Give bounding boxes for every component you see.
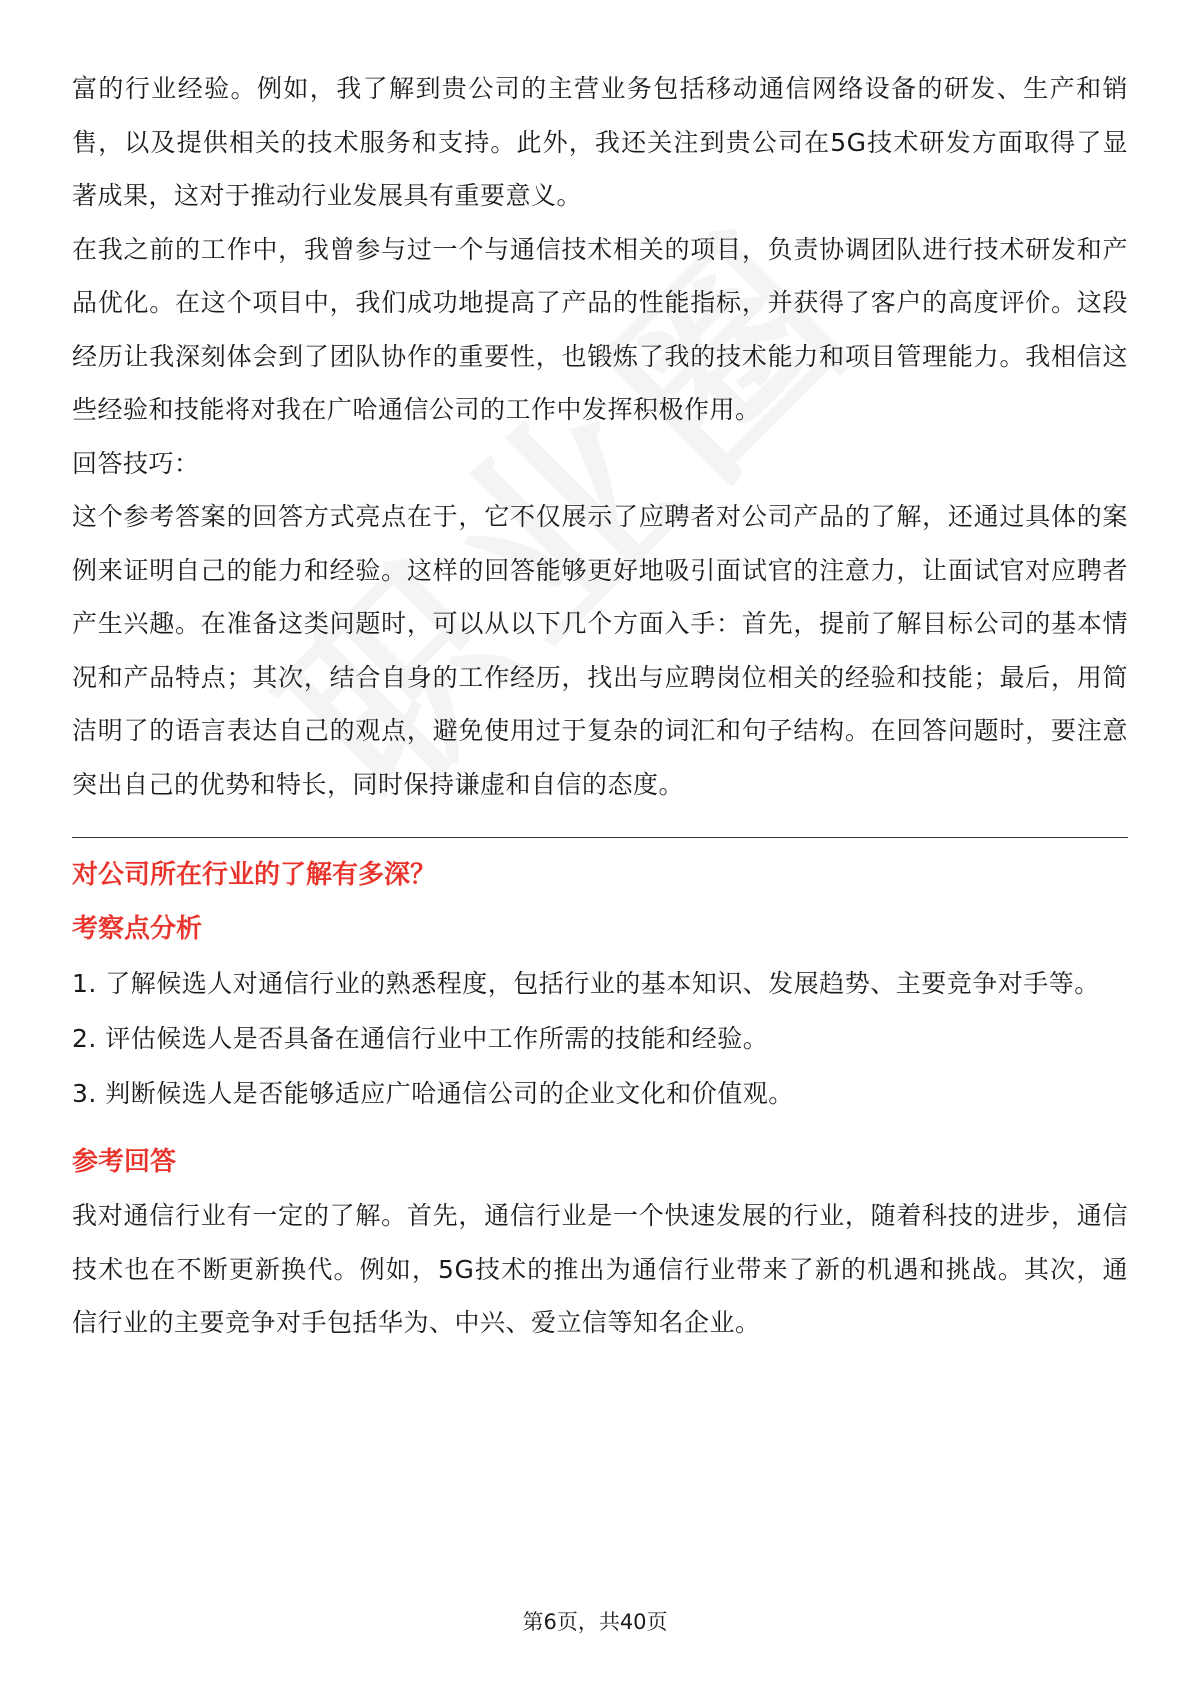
analysis-heading: 考察点分析: [72, 914, 203, 944]
answer-tips-paragraph: 这个参考答案的回答方式亮点在于，它不仅展示了应聘者对公司产品的了解，还通过具体的案例来证明自己的能力和经验。这样的回答能够更好地吸引面试官的注意力，让面试官对应聘者产生兴趣。在准备这类问题时，可以从以下几个方面入手：首先，提前了解目标公司的基本情况和产品特点；其次，结合自身的工作经历，找出与应聘岗位相关的经验和技能；最后，用简洁明了的语言表达自己的观点，避免使用过于复杂的词汇和句子结构。在回答问题时，要注意突出自己的优势和特长，同时保持谦虚和自信的态度。: [72, 502, 1128, 799]
page-content: [72, 62, 1128, 1350]
body-paragraph-continued: 富的行业经验。例如，我了解到贵公司的主营业务包括移动通信网络设备的研发、生产和销售，以及提供相关的技术服务和支持。此外，我还关注到贵公司在5G技术研发方面取得了显著成果，这对于推动行业发展具有重要意义。: [72, 74, 1128, 210]
analysis-item: 3. 判断候选人是否能够适应广哈通信公司的企业文化和价值观。: [72, 1079, 794, 1108]
reference-paragraph: 我对通信行业有一定的了解。首先，通信行业是一个快速发展的行业，随着科技的进步，通信技术也在不断更新换代。例如，5G技术的推出为通信行业带来了新的机遇和挑战。其次，通信行业的主要竞争对手包括华为、中兴、爱立信等知名企业。: [72, 1201, 1128, 1337]
answer-tips-label: 回答技巧：: [72, 448, 200, 478]
question-title: 对公司所在行业的了解有多深？: [72, 860, 437, 890]
reference-heading: 参考回答: [72, 1147, 177, 1177]
page-number-footer: 第6页，共40页: [522, 1610, 668, 1634]
analysis-item: 1. 了解候选人对通信行业的熟悉程度，包括行业的基本知识、发展趋势、主要竞争对手等。: [72, 969, 1100, 998]
analysis-item: 2. 评估候选人是否具备在通信行业中工作所需的技能和经验。: [72, 1024, 769, 1053]
body-paragraph-experience: 在我之前的工作中，我曾参与过一个与通信技术相关的项目，负责协调团队进行技术研发和产品优化。在这个项目中，我们成功地提高了产品的性能指标，并获得了客户的高度评价。这段经历让我深刻体会到了团队协作的重要性，也锻炼了我的技术能力和项目管理能力。我相信这些经验和技能将对我在广哈通信公司的工作中发挥积极作用。: [72, 234, 1128, 424]
section-divider: [72, 837, 1128, 838]
